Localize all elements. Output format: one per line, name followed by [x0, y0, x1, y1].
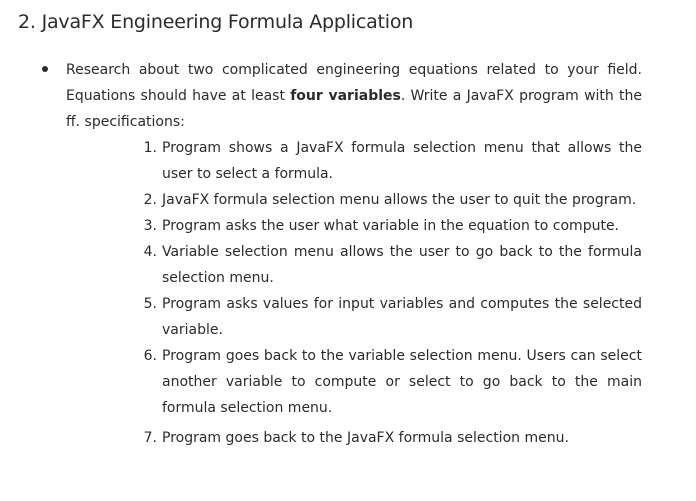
spec-number: 4. — [143, 244, 157, 260]
spec-text: Program asks values for input variables and computes the selected variable. — [162, 296, 642, 338]
spec-text: Program goes back to the variable selection menu. Users can select another variable to compute or select to go back to the main formula selection menu. — [162, 348, 642, 416]
spec-item-2 — [135, 187, 642, 213]
spec-text: Program shows a JavaFX formula selection menu that allows the user to select a formula. — [162, 140, 642, 182]
spec-number: 7. — [143, 430, 157, 446]
spec-item-7 — [135, 425, 642, 451]
spec-item-5 — [135, 291, 642, 343]
intro-text-2: . Write a JavaFX program with the ff. specifications: — [66, 88, 643, 130]
intro-paragraph — [66, 57, 642, 135]
spec-number: 5. — [143, 296, 157, 312]
spec-text: Program asks the user what variable in the equation to compute. — [162, 218, 620, 234]
spec-number: 3. — [143, 218, 157, 234]
spec-item-4 — [135, 239, 642, 291]
intro-text-1: Research about two complicated engineering equations related to your field. Equations should have at least — [66, 62, 642, 104]
spec-number: 2. — [143, 192, 157, 208]
spec-item-1 — [135, 135, 642, 187]
bullet-icon — [42, 66, 48, 72]
spec-text: Program goes back to the JavaFX formula selection menu. — [162, 430, 569, 446]
spec-text: Variable selection menu allows the user to go back to the formula selection menu. — [162, 244, 642, 286]
intro-bold-text: four variables — [290, 88, 401, 104]
spec-text: JavaFX formula selection menu allows the user to quit the program. — [162, 192, 637, 208]
spec-number: 6. — [143, 348, 157, 364]
section-title: 2. JavaFX Engineering Formula Application — [18, 11, 414, 33]
spec-item-3 — [135, 213, 642, 239]
spec-number: 1. — [143, 140, 157, 156]
spec-item-6 — [135, 343, 642, 421]
